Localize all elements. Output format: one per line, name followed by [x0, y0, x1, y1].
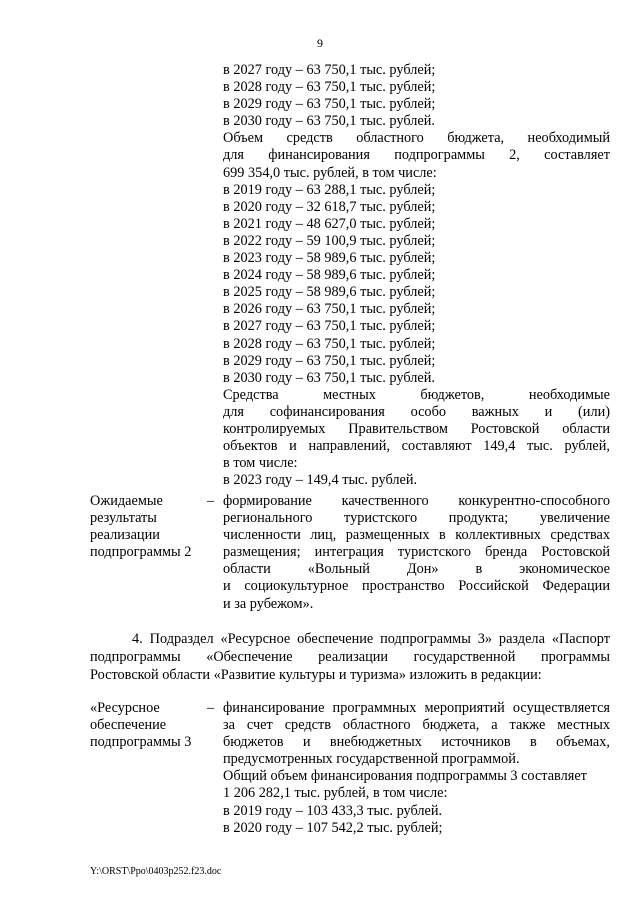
year-line: в 2028 году – 63 750,1 тыс. рублей; [223, 79, 436, 96]
label-line: результаты [90, 510, 157, 527]
year-line: в 2030 году – 63 750,1 тыс. рублей. [223, 113, 435, 130]
results-text [223, 493, 610, 613]
year-line: в 2021 году – 48 627,0 тыс. рублей; [223, 215, 436, 232]
year-line: в 2024 году – 58 989,6 тыс. рублей; [223, 267, 436, 284]
regional-budget-total: 699 354,0 тыс. рублей, в том числе: [223, 164, 437, 181]
year-line: в 2023 году – 58 989,6 тыс. рублей; [223, 250, 436, 267]
paragraph-4 [90, 630, 610, 684]
results-line: области «Вольный Дон» в экономическое [223, 561, 610, 578]
results-line: регионального туристского продукта; увеличение [223, 510, 610, 527]
file-path-footer: Y:\ORST\Ppo\0403p252.f23.doc [90, 866, 222, 877]
label-line: подпрограммы 2 [90, 544, 192, 561]
year-line: в 2019 году – 103 433,3 тыс. рублей. [223, 802, 443, 819]
resource-line: финансирование программных мероприятий осуществляется [223, 700, 610, 716]
year-line: в 2028 году – 63 750,1 тыс. рублей; [223, 335, 436, 352]
local-budget-text: в том числе: [223, 455, 298, 472]
label-line: подпрограммы 3 [90, 734, 192, 751]
local-budget-text: контролируемых Правительством Ростовской области [223, 420, 610, 437]
label-line: обеспечение [90, 717, 167, 734]
resource-line: за счет средств областного бюджета, а также местных [223, 717, 610, 734]
year-line: в 2020 году – 107 542,2 тыс. рублей; [223, 819, 443, 836]
paragraph-line: подпрограммы «Обеспечение реализации государственной программы [90, 649, 610, 665]
label-line: реализации [90, 527, 160, 544]
label-line: «Ресурсное [90, 700, 160, 716]
paragraph-line: Ростовской области «Развитие культуры и туризма» изложить в редакции: [90, 667, 542, 683]
resource-line: 1 206 282,1 тыс. рублей, в том числе: [223, 785, 448, 802]
year-line: в 2019 году – 63 288,1 тыс. рублей; [223, 181, 436, 198]
label-line: Ожидаемые [90, 493, 163, 509]
local-budget-text: Средства местных бюджетов, необходимые [223, 386, 610, 403]
results-line: размещения; интеграция туристского бренда Ростовской [223, 544, 610, 561]
results-dash: – [207, 493, 215, 509]
resource-label [90, 700, 210, 751]
year-line: в 2023 году – 149,4 тыс. рублей. [223, 472, 418, 489]
year-line: в 2020 году – 32 618,7 тыс. рублей; [223, 198, 436, 215]
page-number: 9 [317, 36, 323, 50]
local-budget-text: для софинансирования особо важных и (или) [223, 403, 610, 420]
resource-text [223, 700, 610, 837]
results-line: и за рубежом». [223, 595, 314, 612]
results-label [90, 493, 210, 561]
results-line: численности лиц, размещенных в коллективных средствах [223, 527, 610, 544]
year-line: в 2026 году – 63 750,1 тыс. рублей; [223, 301, 436, 318]
resource-line: Общий объем финансирования подпрограммы 3 составляет [223, 768, 587, 785]
financing-column [223, 62, 610, 489]
year-line: в 2030 году – 63 750,1 тыс. рублей. [223, 369, 435, 386]
regional-budget-text: Объем средств областного бюджета, необходимый [223, 130, 610, 147]
regional-budget-text: для финансирования подпрограммы 2, составляет [223, 147, 610, 164]
year-line: в 2029 году – 63 750,1 тыс. рублей; [223, 96, 436, 113]
resource-line: бюджетов и внебюджетных источников в объемах, [223, 734, 610, 751]
resource-line: предусмотренных государственной программой. [223, 751, 520, 768]
results-line: и социокультурное пространство Российской Федерации [223, 578, 610, 595]
year-line: в 2027 году – 63 750,1 тыс. рублей; [223, 318, 436, 335]
paragraph-line: 4. Подраздел «Ресурсное обеспечение подпрограммы 3» раздела «Паспорт [132, 631, 610, 647]
year-line: в 2022 году – 59 100,9 тыс. рублей; [223, 232, 436, 249]
local-budget-text: объектов и направлений, составляют 149,4 тыс. рублей, [223, 438, 610, 455]
resource-dash: – [207, 700, 215, 716]
year-line: в 2029 году – 63 750,1 тыс. рублей; [223, 352, 436, 369]
results-line: формирование качественного конкурентно-способного [223, 493, 610, 509]
year-line: в 2027 году – 63 750,1 тыс. рублей; [223, 62, 436, 78]
year-line: в 2025 году – 58 989,6 тыс. рублей; [223, 284, 436, 301]
